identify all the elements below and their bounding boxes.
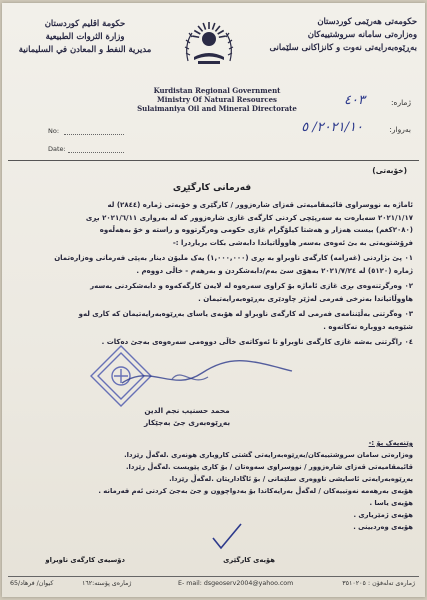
signatory-title: بەڕێوەبەری جێ بەجێکار <box>143 418 231 427</box>
cc-item: قائیمقامیەتی قەزای شارەزوور / نووسراوی سەوەتان / بۆ کاری پێویست .لەگەڵ رێزدا. <box>125 463 413 471</box>
body-line: هاووڵاتیاندا بەنرخی فەرمی لەژێر چاودێری بەڕێوەبەرایەتیمان . <box>198 294 413 303</box>
date-line <box>68 152 124 153</box>
no-label: No: <box>48 127 60 135</box>
footer <box>8 576 419 590</box>
date-label: Date: <box>48 145 66 153</box>
body-line: ٠٢ وەرگرتنەوەی بڕی غازی ئاماژە بۆ کراوی سەرەوە لە لایەن کارگەکەوە و دابەشکردنی بەسەر <box>90 282 413 290</box>
body-line: ٠٣ وەگرتنی بەڵێننامەی فەرمی لە کارگەی ناوبراو لە هۆبەی یاسای بەڕێوەبەرایەتیمان کە کاری لەو <box>78 310 413 318</box>
arabic-header-line: وزارة الثروات الطبيعية <box>45 31 125 41</box>
cc-heading: وێنەیەک بۆ :- <box>368 439 413 447</box>
arabic-header <box>10 17 160 56</box>
body-line: ٠٤ راگرتنی بەشە غازی کارگەی ناوبراو تا ئەوکاتەی خاڵی دووەمی سەرەوەی بەجێ دەکات . <box>101 338 413 346</box>
no-line <box>64 134 124 135</box>
subject: (خۆبەتی) <box>372 166 407 175</box>
body-line: فرۆشتویەتی بە بێ ئەوەی بەسەر هاووڵاتیاندا دابەشی بکات بریاردرا :- <box>172 238 413 247</box>
body-line: شێوەیە دووبارە نەکاتەوە . <box>323 322 413 331</box>
date-value: ٢٠٢١/١٠/ ٥ <box>301 120 363 135</box>
cc-item: هۆبەی ژمێریاری . <box>353 511 413 519</box>
kurdish-header-line: وەزارەتی سامانە سروشتییەکان <box>307 29 417 39</box>
date-label-ku: بەروار: <box>389 125 411 134</box>
english-header-line: Ministry Of Natural Resources <box>157 95 277 104</box>
number-label: ژمارە: <box>390 98 411 107</box>
cc-item: هۆبەی یاسا . <box>369 499 413 507</box>
cc-bottom-item: دۆسیەی کارگەی ناوبراو <box>45 556 125 564</box>
signatory-name: محمد حسنیب نجم الدین <box>144 406 230 415</box>
cc-item: هۆبەی وەردبینی . <box>353 523 413 531</box>
kurdish-header-line: حكومەتی هەرێمی کوردستان <box>317 16 417 26</box>
cc-item: هۆبەی بەرهەمە نەوتییەکان / لەگەڵ بەرایەکاندا بۆ بەدواچوون و جێ بەجێ کردنی ئەم فەرمانە . <box>98 487 413 495</box>
english-header-line: Kurdistan Regional Government <box>153 86 281 95</box>
reference-code: کیوان/ فرهاد/65 <box>10 580 54 587</box>
cc-item: وەزارەتی سامان سروشتییەکان/بەڕێوەبەرایەتی گشتی کاروباری هونەری .لەگەڵ رێزدا. <box>124 451 413 459</box>
po-box: ژمارەی پۆستە:١٦٢ <box>82 580 132 587</box>
kurdish-header <box>247 15 417 54</box>
number-value: ٤٠٣ <box>344 93 365 108</box>
cc-item: بەڕێوەبەرایەتی ئاسایشی ناووەری سلێمانی / بۆ ئاگاداریتان .لەگەڵ رێزدا. <box>169 475 413 483</box>
check-mark-icon <box>207 518 247 558</box>
body-line: ٢٠٢١/١/١٧ سەبارەت بە سەرپێچی کردنی کارگەی غازی شارەزوور کە لە بەرواری ٢٠٢١/٦/١١ بڕی <box>85 213 413 222</box>
body-line: ٠١ پێ بژاردنی (غەرامە) کارگەی ناوبراو بە بڕی (١,٠٠٠,٠٠٠) یەک ملیۆن دینار بەپێی فەرمانی وەزارەتمان <box>54 254 413 262</box>
header-divider <box>8 160 419 161</box>
kurdish-header-line: بەڕێوەبەرایەتی نەوت و کانزاکانی سلێمانی <box>269 42 417 52</box>
body-line: (٢٠٨٠كغم) بیست هەزار و هەشتا کیلۆگرام غازی حکومی وەرگرتووە و راستە و خۆ بەهەڵەوە <box>99 226 413 234</box>
body-line: ژمارە (٥١٢٠) لە ٢٠٢١/٧/٢٤ بەهۆی سێ بەم/دابەشکردن و بەرهەم - خاڵی دووەم . <box>136 266 413 275</box>
arabic-header-line: مديرية النفط و المعادن في السليمانية <box>18 44 152 54</box>
handwritten-signature-icon <box>112 353 302 397</box>
signatory <box>112 405 262 429</box>
email: E- mail: dsgeoserv2004@yahoo.com <box>178 580 294 587</box>
letter-page <box>2 3 425 597</box>
phone: ژمارەی تەلەفۆن : ٣٥١٠٢٠٥ <box>342 580 415 587</box>
body-line: ئاماژە بە نووسراوی قائیمقامیەتی قەزای شارەزوور / کارگێری و خۆبەتی ژمارە (٢٨٤٤) لە <box>107 201 413 209</box>
cc-bottom-item: هۆبەی کارگێری <box>223 556 275 564</box>
krg-emblem-icon <box>178 15 240 67</box>
arabic-header-line: حكومة اقليم كوردستان <box>44 18 126 28</box>
addressee: فەرمانی کارگێڕی <box>172 183 252 193</box>
english-header-line: Sulaimaniya Oil and Mineral Directorate <box>137 104 297 113</box>
letter-body <box>13 199 413 349</box>
